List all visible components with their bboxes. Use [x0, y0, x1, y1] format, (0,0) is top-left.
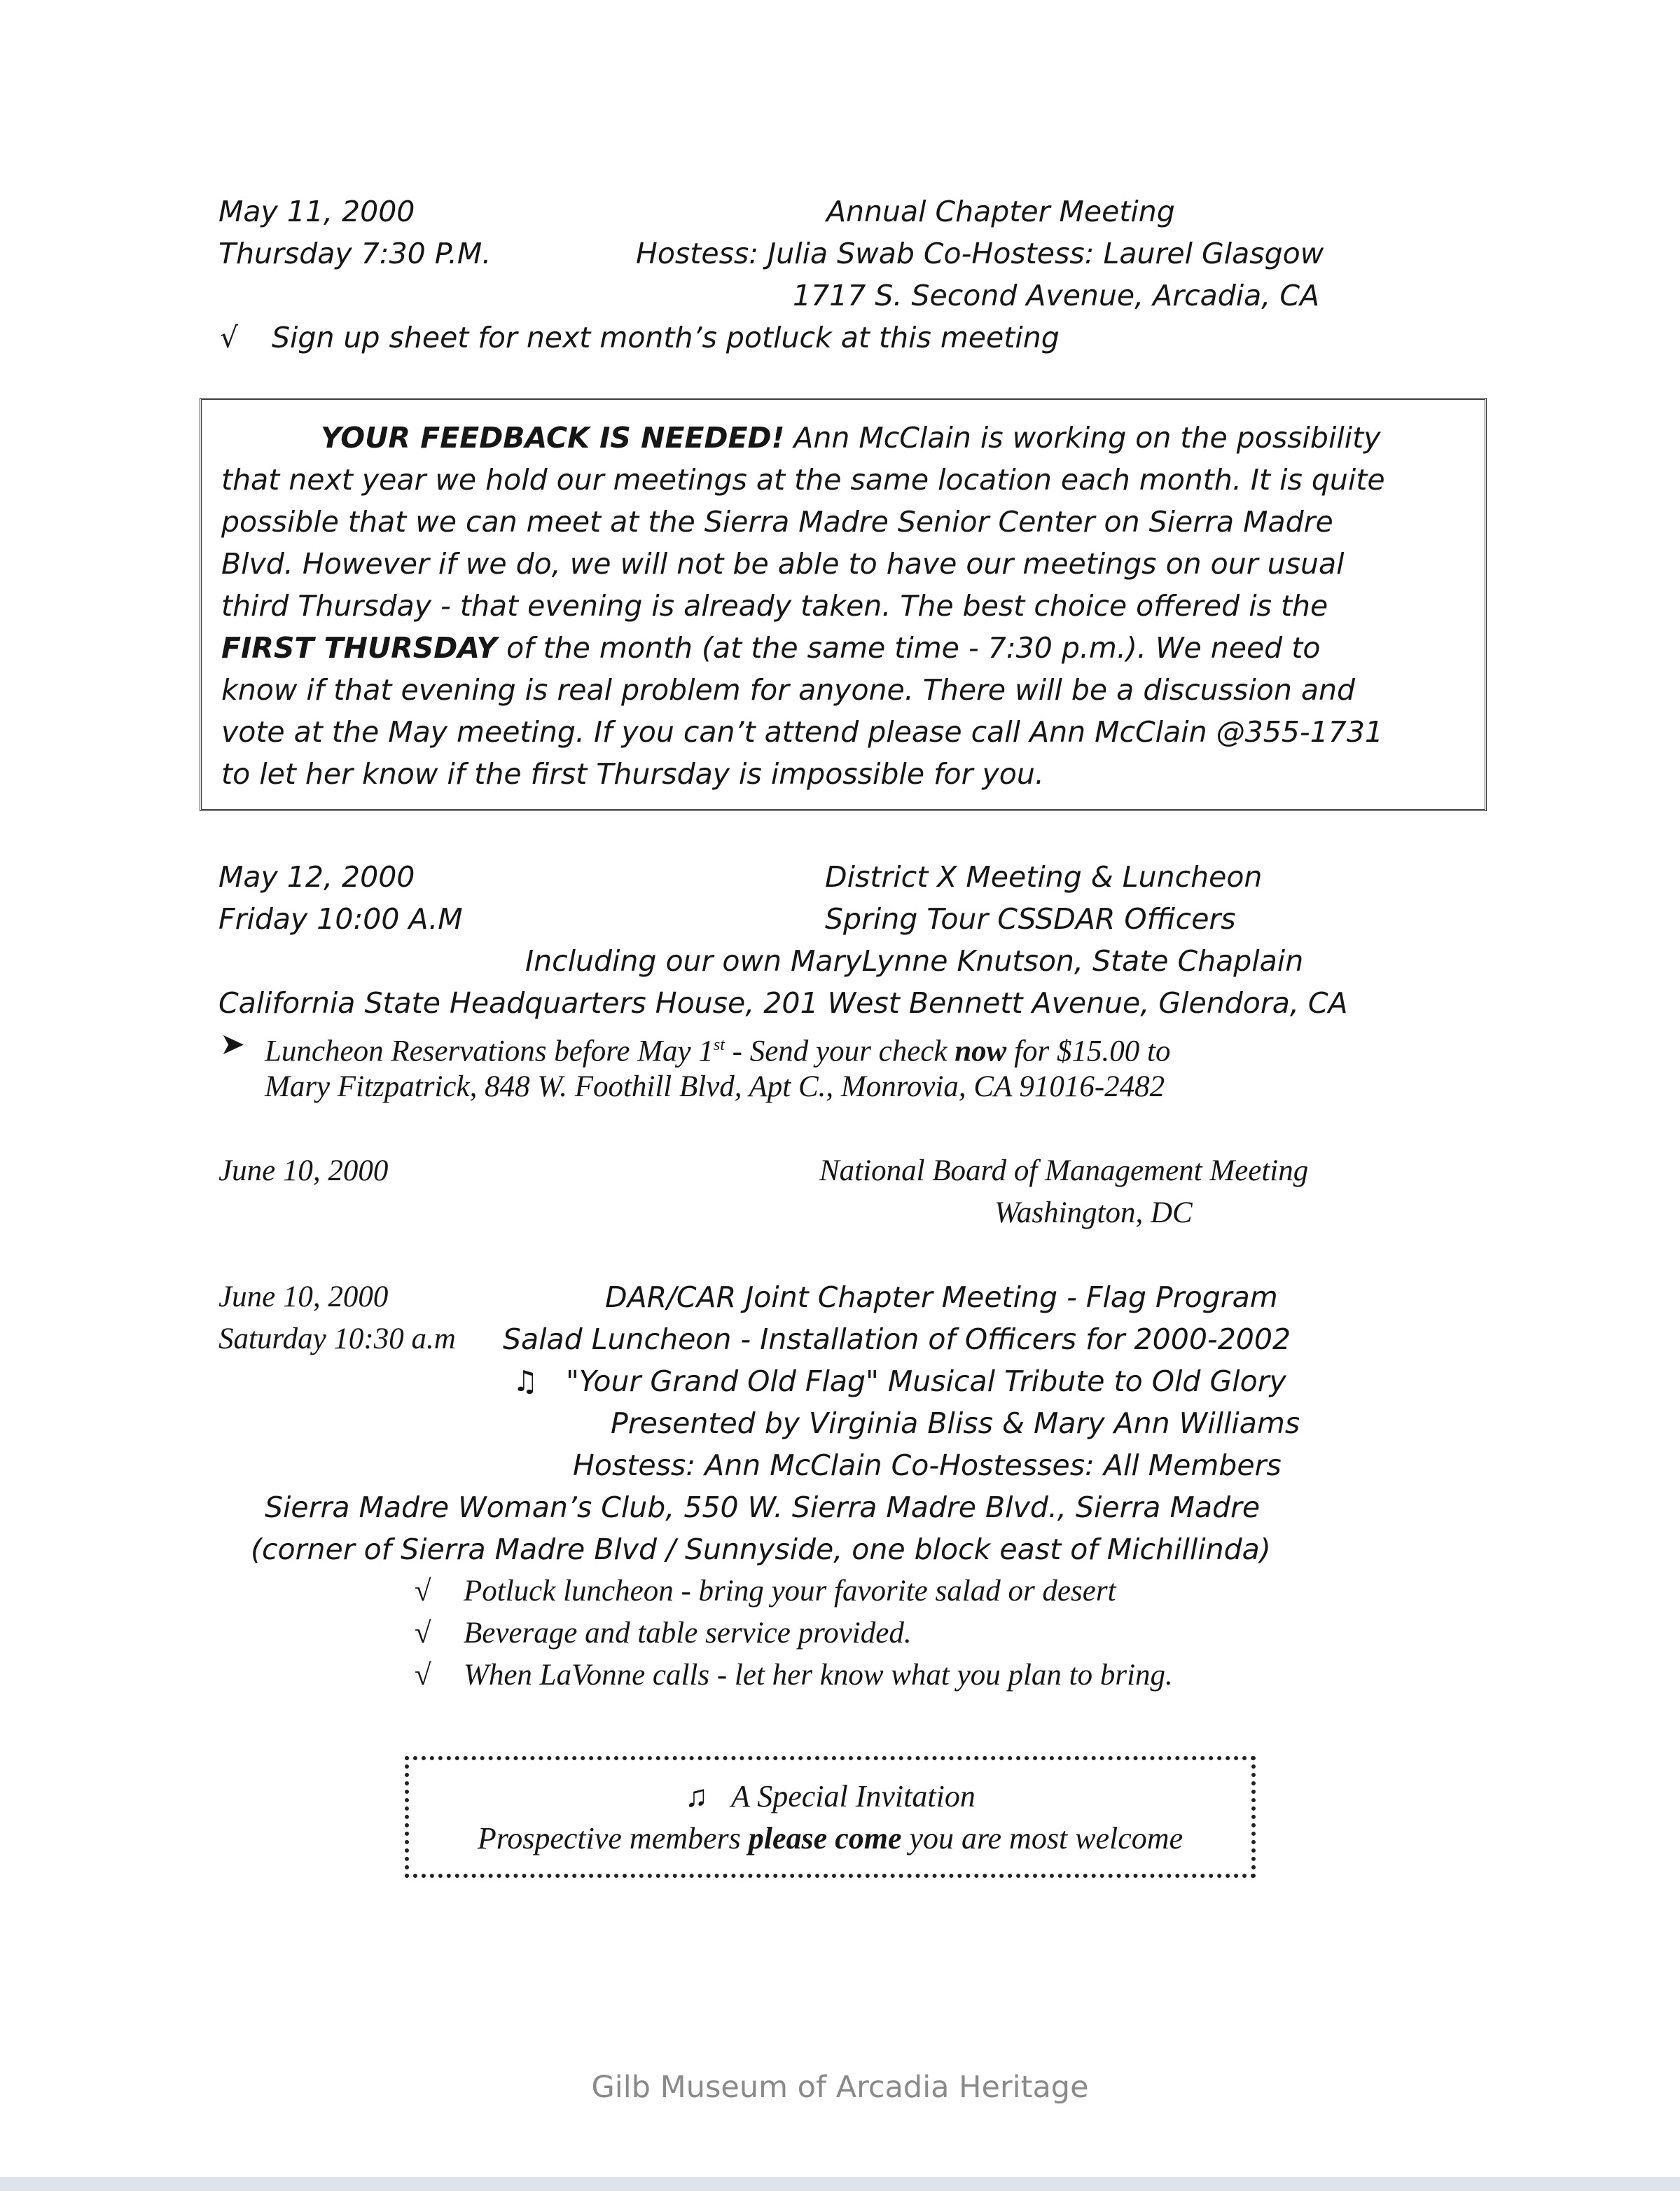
music-note-icon: ♫	[685, 1779, 709, 1813]
check-icon: √	[220, 321, 239, 354]
june10-joint-directions: (corner of Sierra Madre Blvd / Sunnyside, one block east of Michillinda)	[251, 1533, 1271, 1566]
june10-joint-time: Saturday 10:30 a.m	[218, 1322, 456, 1355]
feedback-line-4: Blvd. However if we do, we will not be able to have our meetings on our usual	[221, 547, 1345, 581]
may11-time: Thursday 7:30 P.M.	[218, 237, 492, 270]
list-item: Potluck luncheon - bring your favorite salad or desert	[464, 1575, 1116, 1608]
may11-title: Annual Chapter Meeting	[826, 195, 1175, 228]
may12-date: May 12, 2000	[218, 860, 415, 894]
feedback-line-2: that next year we hold our meetings at the same location each month. It is quite	[221, 463, 1385, 497]
may12-location: California State Headquarters House, 201 West Bennett Avenue, Glendora, CA	[218, 986, 1348, 1020]
may12-subtitle: Spring Tour CSSDAR Officers	[825, 902, 1236, 936]
check-icon: √	[415, 1617, 431, 1650]
footer-credit: Gilb Museum of Arcadia Heritage	[591, 2070, 1089, 2105]
may11-address: 1717 S. Second Avenue, Arcadia, CA	[793, 279, 1320, 312]
june10-joint-date: June 10, 2000	[218, 1280, 389, 1313]
may12-time: Friday 10:00 A.M	[218, 902, 463, 936]
list-item: When LaVonne calls - let her know what you plan to bring.	[464, 1659, 1173, 1692]
feedback-line-9: to let her know if the first Thursday is impossible for you.	[221, 757, 1044, 791]
feedback-line-5: third Thursday - that evening is already taken. The best choice offered is the	[221, 589, 1328, 623]
may11-hostess: Hostess: Julia Swab Co-Hostess: Laurel Glasgow	[636, 237, 1324, 270]
may12-title: District X Meeting & Luncheon	[825, 860, 1263, 894]
check-icon: √	[415, 1575, 431, 1608]
feedback-box	[200, 398, 1487, 811]
invitation-title: A Special Invitation	[731, 1779, 976, 1813]
may12-including: Including our own MaryLynne Knutson, State Chaplain	[525, 944, 1304, 978]
list-item: Beverage and table service provided.	[464, 1617, 912, 1650]
feedback-line-3: possible that we can meet at the Sierra Madre Senior Center on Sierra Madre	[221, 505, 1333, 539]
invitation-title-row	[409, 1776, 1251, 1818]
june10-joint-title: DAR/CAR Joint Chapter Meeting - Flag Program	[605, 1280, 1278, 1314]
may12-mail-to: Mary Fitzpatrick, 848 W. Foothill Blvd, Apt C., Monrovia, CA 91016-2482	[265, 1070, 1165, 1103]
feedback-line-7: know if that evening is real problem for anyone. There will be a discussion and	[221, 673, 1355, 707]
june10-board-title: National Board of Management Meeting	[819, 1154, 1309, 1187]
may12-reservation: Luncheon Reservations before May 1st - Send your check now for $15.00 to	[265, 1035, 1171, 1068]
june10-joint-luncheon: Salad Luncheon - Installation of Officers for 2000-2002	[503, 1322, 1291, 1356]
feedback-heading: YOUR FEEDBACK IS NEEDED!	[321, 421, 785, 455]
june10-board-place: Washington, DC	[994, 1196, 1193, 1229]
scan-edge	[0, 2177, 1680, 2191]
may11-note: Sign up sheet for next month’s potluck at this meeting	[272, 321, 1060, 354]
june10-joint-hostess: Hostess: Ann McClain Co-Hostesses: All Members	[573, 1449, 1282, 1482]
june10-board-date: June 10, 2000	[218, 1154, 389, 1187]
feedback-emphasis: FIRST THURSDAY	[221, 631, 498, 665]
june10-joint-venue: Sierra Madre Woman’s Club, 550 W. Sierra Madre Blvd., Sierra Madre	[265, 1491, 1261, 1524]
may11-date: May 11, 2000	[218, 195, 415, 228]
music-note-icon: ♫	[513, 1364, 539, 1398]
invitation-box	[405, 1756, 1256, 1878]
invitation-line: Prospective members please come you are most welcome	[477, 1821, 1183, 1855]
arrow-icon: ➤	[220, 1028, 246, 1061]
feedback-line-8: vote at the May meeting. If you can’t attend please call Ann McClain @355-1731	[221, 715, 1383, 749]
check-icon: √	[415, 1659, 431, 1692]
feedback-line-1: YOUR FEEDBACK IS NEEDED! Ann McClain is working on the possibility	[321, 421, 1381, 455]
june10-joint-tribute: "Your Grand Old Flag" Musical Tribute to Old Glory	[566, 1364, 1286, 1398]
feedback-line-6: FIRST THURSDAY of the month (at the same time - 7:30 p.m.). We need to	[221, 631, 1321, 665]
june10-joint-presented: Presented by Virginia Bliss & Mary Ann Williams	[611, 1406, 1300, 1440]
